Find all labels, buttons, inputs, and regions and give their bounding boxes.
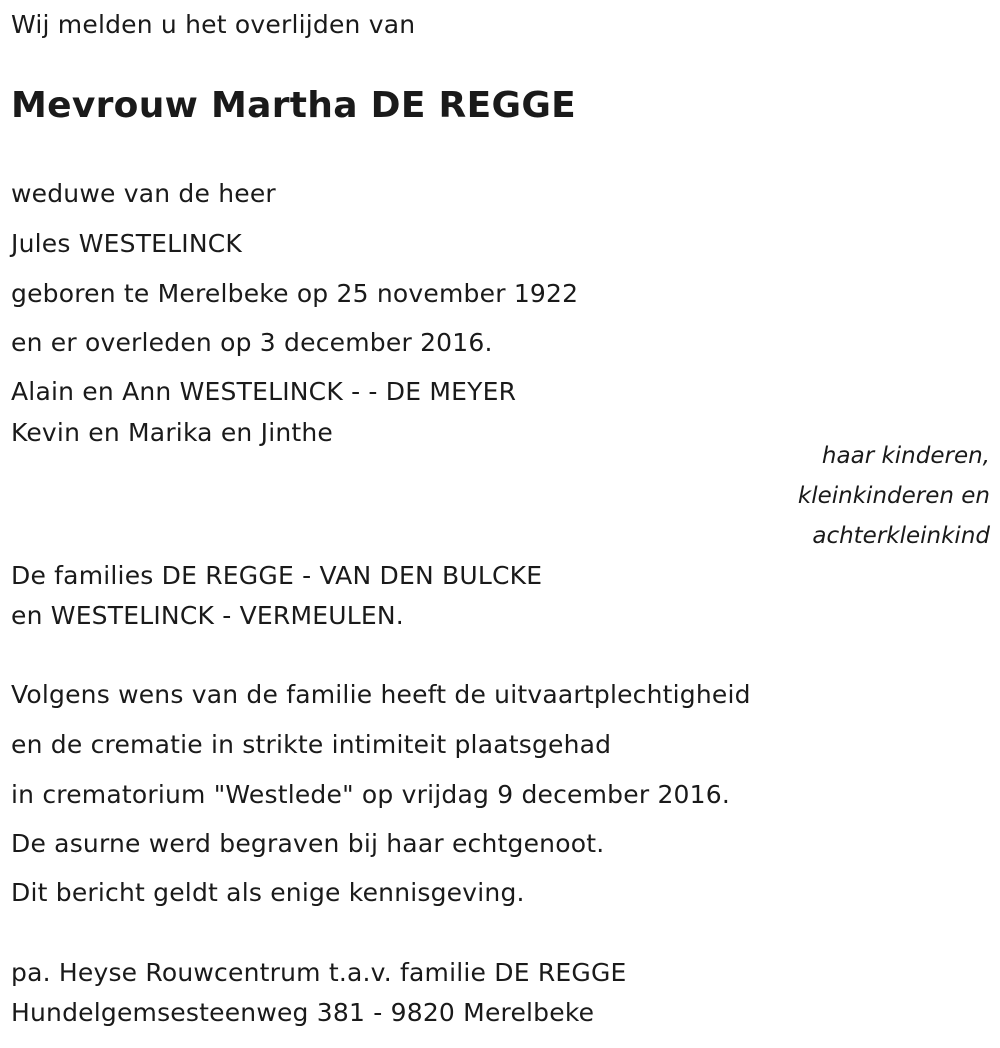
- details-line: Jules WESTELINCK: [11, 229, 243, 258]
- ceremony-line: De asurne werd begraven bij haar echtgenoot.: [11, 829, 605, 858]
- ceremony-line: en de crematie in strikte intimiteit plaatsgehad: [11, 730, 612, 759]
- details-line: geboren te Merelbeke op 25 november 1922: [11, 279, 579, 308]
- details-line: weduwe van de heer: [11, 179, 276, 208]
- contact-line: Hundelgemsesteenweg 381 - 9820 Merelbeke: [11, 998, 595, 1027]
- relatives-line: Alain en Ann WESTELINCK - - DE MEYER: [11, 377, 517, 406]
- intro-text: Wij melden u het overlijden van: [11, 10, 416, 39]
- ceremony-line: Volgens wens van de familie heeft de uitvaartplechtigheid: [11, 680, 751, 709]
- details-line: en er overleden op 3 december 2016.: [11, 328, 493, 357]
- families-line: en WESTELINCK - VERMEULEN.: [11, 601, 404, 630]
- contact-line: pa. Heyse Rouwcentrum t.a.v. familie DE REGGE: [11, 958, 627, 987]
- relation-caption-line: kleinkinderen en: [797, 483, 990, 509]
- deceased-name: Mevrouw Martha DE REGGE: [11, 85, 577, 126]
- relatives-line: Kevin en Marika en Jinthe: [11, 418, 334, 447]
- families-line: De families DE REGGE - VAN DEN BULCKE: [11, 561, 543, 590]
- relation-caption-line: achterkleinkind: [812, 523, 990, 549]
- ceremony-line: in crematorium "Westlede" op vrijdag 9 december 2016.: [11, 780, 731, 809]
- ceremony-line: Dit bericht geldt als enige kennisgeving.: [11, 878, 525, 907]
- relation-caption-line: haar kinderen,: [821, 443, 990, 469]
